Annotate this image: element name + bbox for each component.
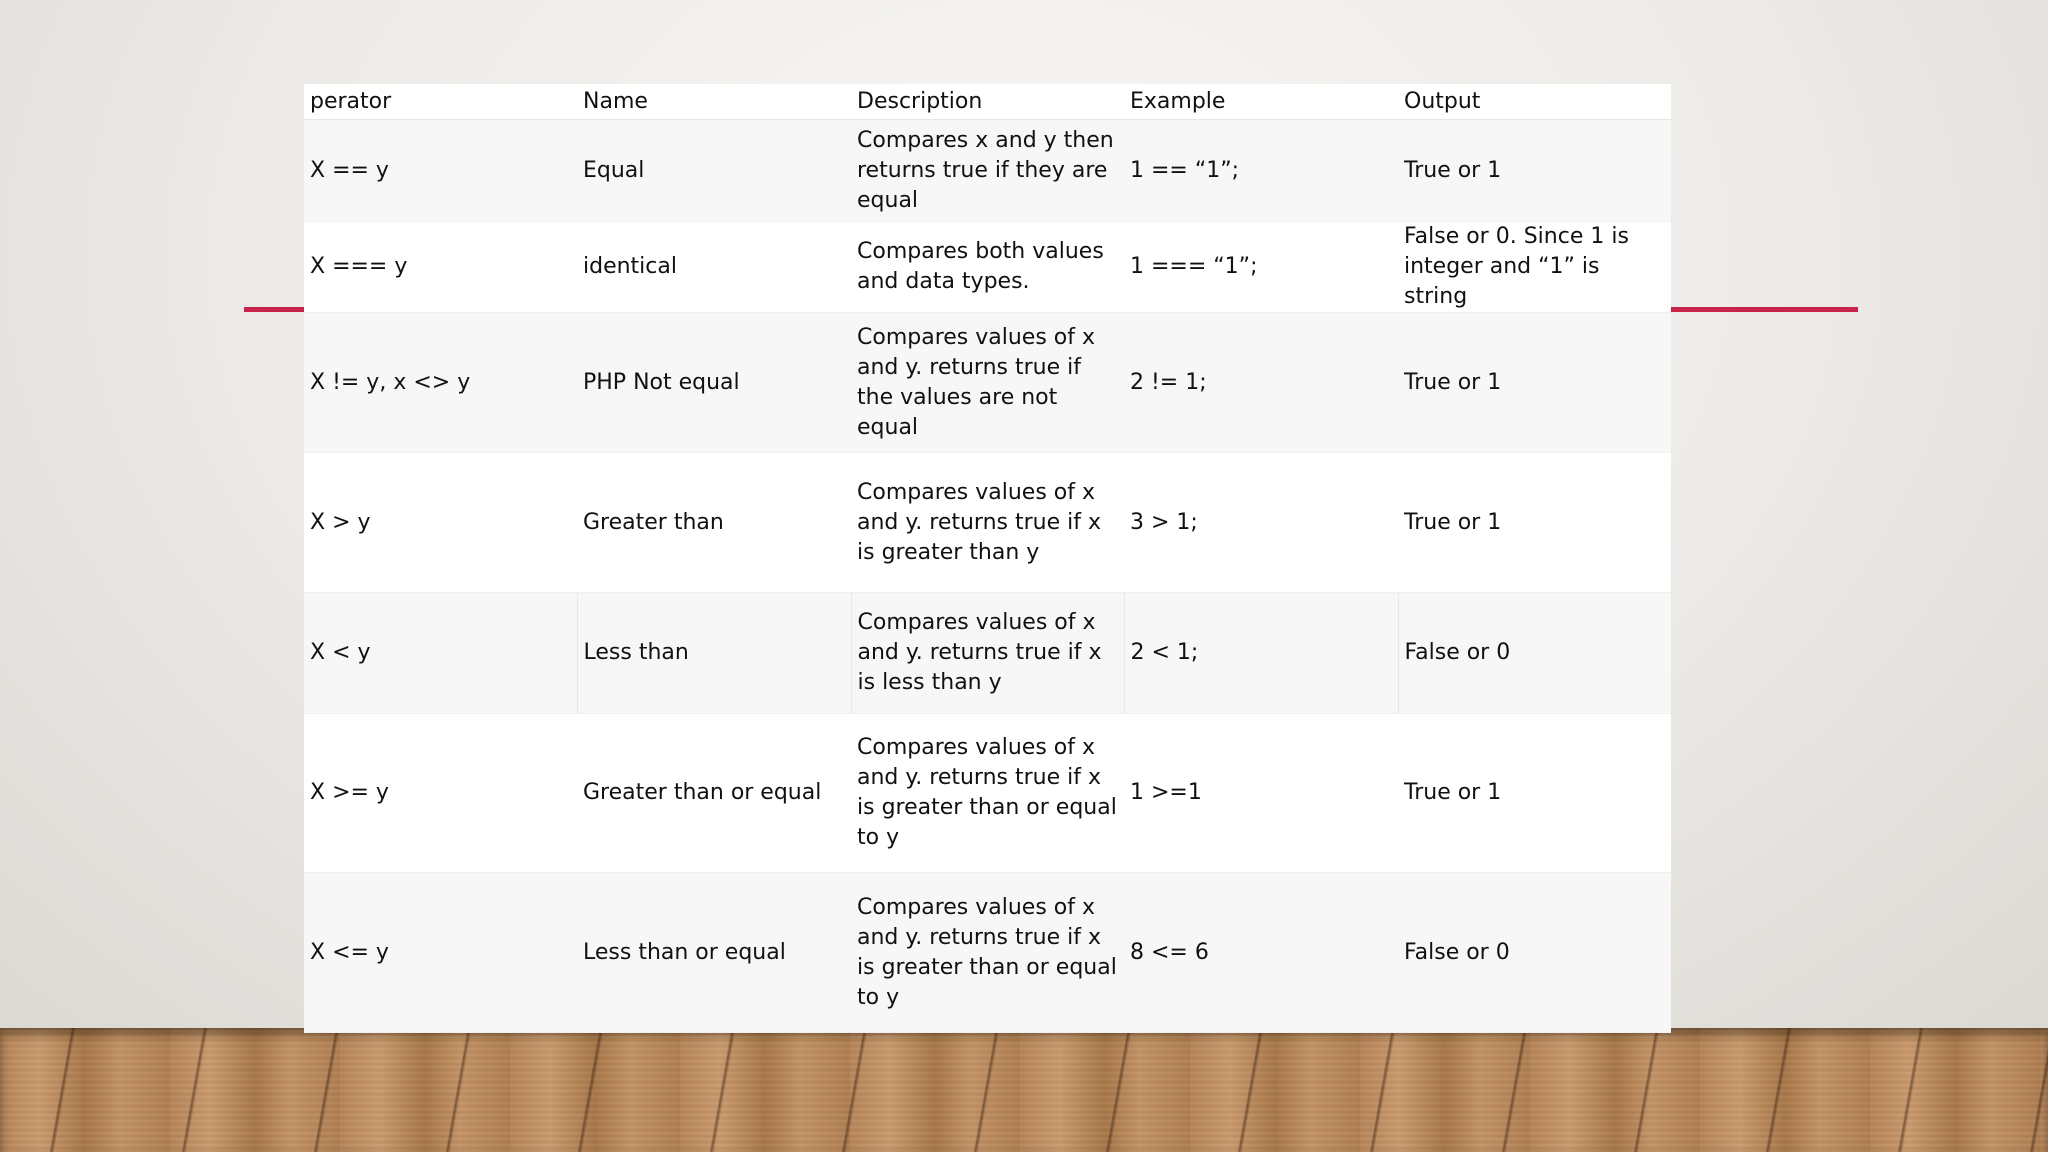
table-row bbox=[304, 873, 1671, 1033]
cell-output: True or 1 bbox=[1398, 120, 1671, 222]
cell-operator: X > y bbox=[304, 453, 577, 593]
cell-operator: X == y bbox=[304, 120, 577, 222]
cell-name: Less than or equal bbox=[577, 873, 851, 1033]
cell-name: Greater than bbox=[577, 453, 851, 593]
header-output: Output bbox=[1398, 84, 1671, 120]
cell-output: True or 1 bbox=[1398, 714, 1671, 873]
table-row bbox=[304, 714, 1671, 873]
cell-example: 1 === “1”; bbox=[1124, 222, 1398, 313]
table-row bbox=[304, 453, 1671, 593]
cell-operator: X < y bbox=[304, 593, 577, 714]
table-header-row bbox=[304, 84, 1671, 120]
cell-example: 2 < 1; bbox=[1124, 593, 1398, 714]
table-row bbox=[304, 593, 1671, 714]
cell-name: Equal bbox=[577, 120, 851, 222]
table-row bbox=[304, 222, 1671, 313]
cell-name: Greater than or equal bbox=[577, 714, 851, 873]
header-name: Name bbox=[577, 84, 851, 120]
cell-operator: X >= y bbox=[304, 714, 577, 873]
cell-operator: X != y, x <> y bbox=[304, 313, 577, 453]
cell-output: False or 0 bbox=[1398, 873, 1671, 1033]
cell-example: 1 >=1 bbox=[1124, 714, 1398, 873]
header-example: Example bbox=[1124, 84, 1398, 120]
cell-description: Compares both values and data types. bbox=[851, 222, 1124, 313]
cell-description: Compares values of x and y. returns true if the values are not equal bbox=[851, 313, 1124, 453]
cell-operator: X <= y bbox=[304, 873, 577, 1033]
cell-example: 1 == “1”; bbox=[1124, 120, 1398, 222]
cell-name: Less than bbox=[577, 593, 851, 714]
cell-description: Compares values of x and y. returns true if x is greater than or equal to y bbox=[851, 714, 1124, 873]
cell-name: identical bbox=[577, 222, 851, 313]
comparison-operators-table bbox=[304, 84, 1671, 1033]
header-description: Description bbox=[851, 84, 1124, 120]
cell-name: PHP Not equal bbox=[577, 313, 851, 453]
cell-example: 8 <= 6 bbox=[1124, 873, 1398, 1033]
cell-output: False or 0. Since 1 is integer and “1” is string bbox=[1398, 222, 1671, 313]
cell-output: False or 0 bbox=[1398, 593, 1671, 714]
cell-description: Compares x and y then returns true if they are equal bbox=[851, 120, 1124, 222]
wood-floor-grain bbox=[0, 1028, 2048, 1152]
cell-description: Compares values of x and y. returns true if x is less than y bbox=[851, 593, 1124, 714]
header-operator: perator bbox=[304, 84, 577, 120]
cell-description: Compares values of x and y. returns true if x is greater than or equal to y bbox=[851, 873, 1124, 1033]
cell-example: 3 > 1; bbox=[1124, 453, 1398, 593]
cell-operator: X === y bbox=[304, 222, 577, 313]
cell-description: Compares values of x and y. returns true if x is greater than y bbox=[851, 453, 1124, 593]
cell-output: True or 1 bbox=[1398, 313, 1671, 453]
cell-example: 2 != 1; bbox=[1124, 313, 1398, 453]
table-row bbox=[304, 120, 1671, 222]
cell-output: True or 1 bbox=[1398, 453, 1671, 593]
table-row bbox=[304, 313, 1671, 453]
